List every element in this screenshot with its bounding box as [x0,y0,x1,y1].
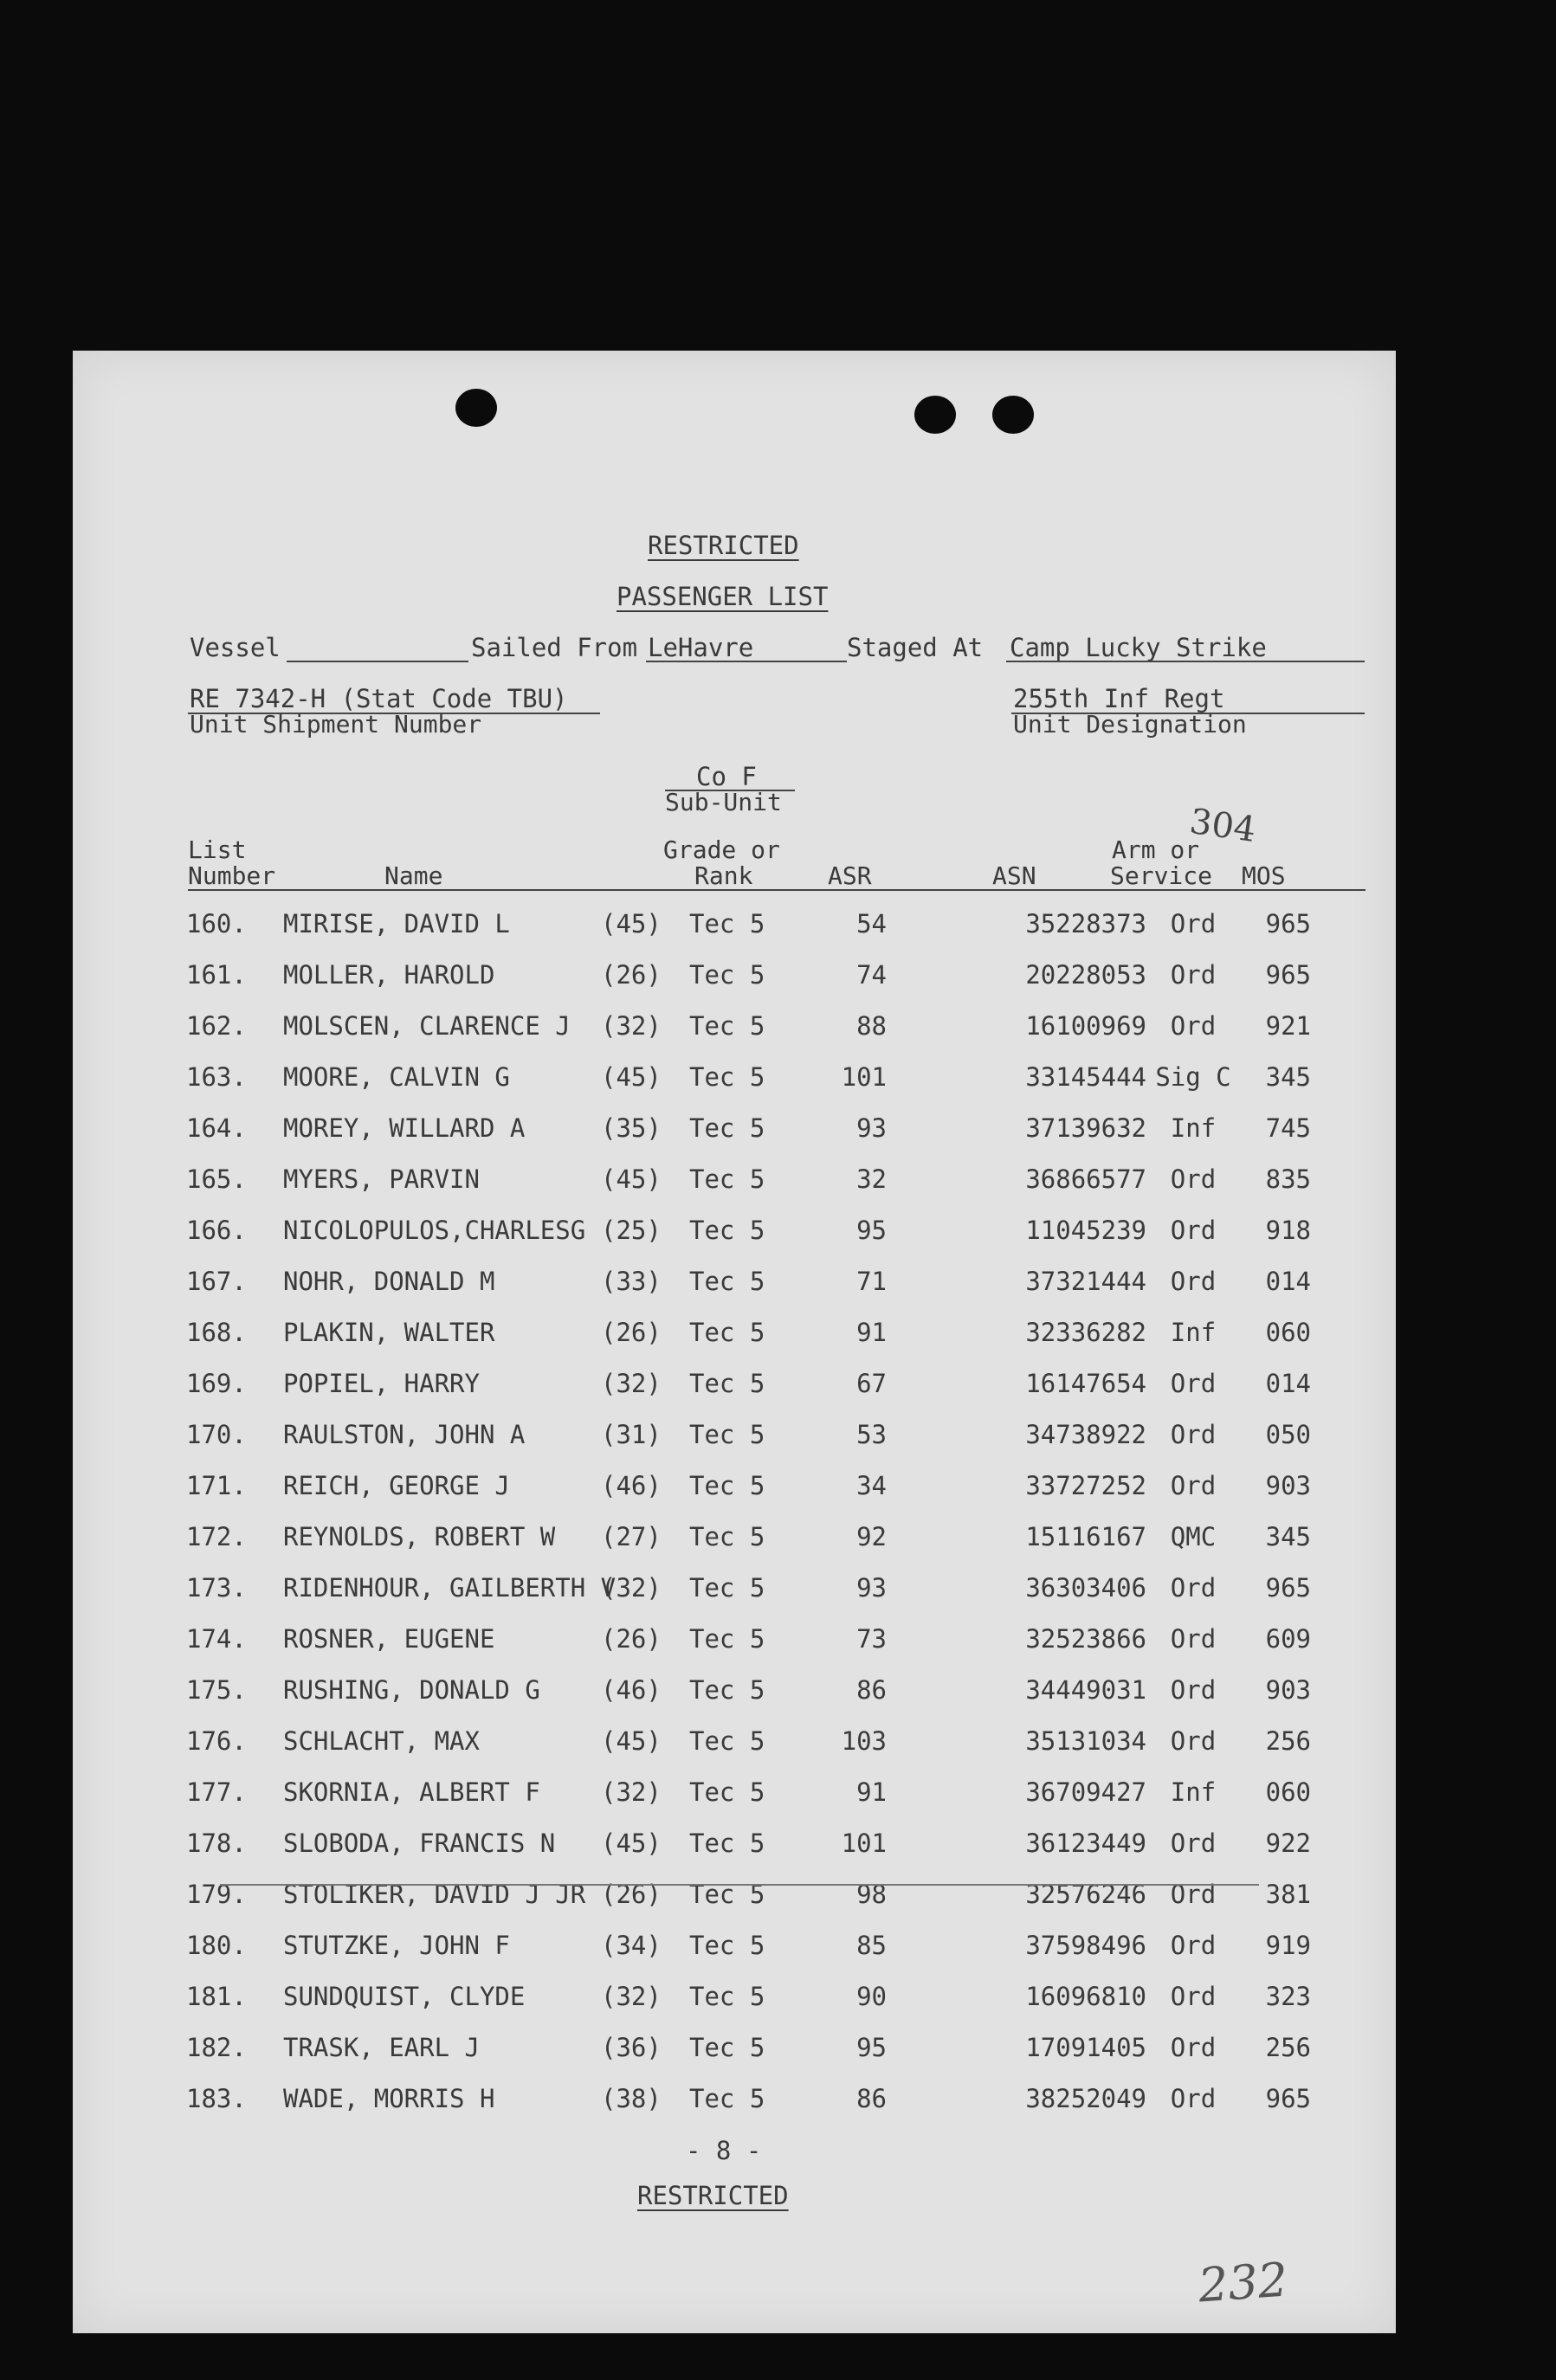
cell-arm: Inf [1170,1777,1217,1807]
cell-asr: 101 [841,1829,887,1858]
cell-grade: Tec 5 [689,2033,765,2062]
col-arm-line1: Arm or [1112,835,1200,864]
cell-grade: Tec 5 [689,909,765,938]
unit-designation-label: Unit Designation [1013,710,1247,739]
cell-mos: 965 [1265,2084,1311,2113]
cell-code: (31) [601,1420,662,1449]
cell-num: 170. [186,1420,247,1449]
cell-grade: Tec 5 [689,960,765,990]
cell-grade: Tec 5 [689,1931,765,1960]
staged-at-value: Camp Lucky Strike [1010,633,1267,662]
col-mos: MOS [1242,861,1286,890]
cell-mos: 014 [1265,1267,1311,1296]
cell-asr: 32 [856,1164,887,1194]
cell-asn: 34738922 [1025,1420,1146,1449]
unit-designation-value: 255th Inf Regt [1013,684,1225,713]
cell-asr: 53 [856,1420,887,1449]
cell-code: (45) [601,1164,662,1194]
cell-arm: Ord [1170,1829,1217,1858]
cell-arm: Ord [1170,1675,1217,1705]
cell-num: 183. [186,2084,247,2113]
cell-code: (45) [601,909,662,938]
cell-arm: Ord [1170,1369,1217,1398]
cell-code: (33) [601,1267,662,1296]
cell-name: NOHR, DONALD M [283,1267,495,1296]
cell-name: TRASK, EARL J [283,2033,480,2062]
cell-code: (26) [601,960,662,990]
col-grade-line2: Rank [694,861,753,890]
restricted-bottom: RESTRICTED [637,2181,789,2210]
cell-grade: Tec 5 [689,1113,765,1143]
sailed-from-label: Sailed From [471,633,638,662]
table-row [73,1675,1396,1724]
subunit-label: Sub-Unit [665,788,782,816]
cell-asn: 16100969 [1025,1011,1146,1041]
handwritten-page-number: 232 [1196,2252,1290,2313]
cell-asn: 37321444 [1025,1267,1146,1296]
cell-arm: Ord [1170,2084,1217,2113]
cell-name: RAULSTON, JOHN A [283,1420,526,1449]
cell-asn: 37139632 [1025,1113,1146,1143]
cell-name: NICOLOPULOS,CHARLESG [283,1216,586,1245]
cell-mos: 345 [1265,1062,1311,1092]
cell-mos: 921 [1265,1011,1311,1041]
cell-grade: Tec 5 [689,1471,765,1500]
cell-name: MOLSCEN, CLARENCE J [283,1011,571,1041]
cell-asn: 20228053 [1025,960,1146,990]
table-row [73,1216,1396,1264]
cell-code: (32) [601,1982,662,2011]
cell-arm: Ord [1170,1880,1217,1909]
cell-asn: 35228373 [1025,909,1146,938]
cell-name: RUSHING, DONALD G [283,1675,540,1705]
col-list-line2: Number [188,861,276,890]
cell-num: 167. [186,1267,247,1296]
punch-hole [992,396,1034,434]
cell-num: 180. [186,1931,247,1960]
cell-arm: Ord [1170,1471,1217,1500]
cell-asr: 34 [856,1471,887,1500]
cell-mos: 903 [1265,1675,1311,1705]
cell-arm: Ord [1170,2033,1217,2062]
header-rule [188,889,1366,891]
document-title: PASSENGER LIST [617,582,829,611]
handwritten-number: 304 [1187,801,1259,851]
cell-code: (32) [601,1777,662,1807]
col-list-line1: List [188,835,247,864]
cell-mos: 745 [1265,1113,1311,1143]
cell-num: 171. [186,1471,247,1500]
cell-num: 173. [186,1573,247,1603]
shipment-number-label: Unit Shipment Number [190,710,482,739]
cell-num: 168. [186,1318,247,1347]
table-row [73,1573,1396,1622]
cell-asn: 33145444 [1025,1062,1146,1092]
cell-name: RIDENHOUR, GAILBERTH V [283,1573,617,1603]
shipment-number-value: RE 7342-H (Stat Code TBU) [190,684,568,713]
cell-code: (32) [601,1369,662,1398]
cell-asn: 36123449 [1025,1829,1146,1858]
table-row [73,1777,1396,1826]
cell-name: MOREY, WILLARD A [283,1113,526,1143]
cell-asn: 36709427 [1025,1777,1146,1807]
cell-code: (32) [601,1011,662,1041]
cell-name: SLOBODA, FRANCIS N [283,1829,556,1858]
cell-asr: 73 [856,1624,887,1654]
cell-mos: 050 [1265,1420,1311,1449]
cell-name: SUNDQUIST, CLYDE [283,1982,526,2011]
cell-asr: 90 [856,1982,887,2011]
cell-name: MYERS, PARVIN [283,1164,480,1194]
cell-num: 161. [186,960,247,990]
cell-arm: Ord [1170,1573,1217,1603]
table-row [73,1062,1396,1111]
table-row [73,2033,1396,2081]
cell-num: 182. [186,2033,247,2062]
cell-code: (45) [601,1829,662,1858]
cell-name: POPIEL, HARRY [283,1369,480,1398]
cell-name: PLAKIN, WALTER [283,1318,495,1347]
cell-arm: Ord [1170,1982,1217,2011]
cell-grade: Tec 5 [689,1880,765,1909]
cell-arm: Ord [1170,1420,1217,1449]
cell-asn: 37598496 [1025,1931,1146,1960]
cell-asn: 16096810 [1025,1982,1146,2011]
cell-grade: Tec 5 [689,1829,765,1858]
cell-asr: 67 [856,1369,887,1398]
cell-mos: 256 [1265,1726,1311,1756]
cell-mos: 835 [1265,1164,1311,1194]
table-row [73,1113,1396,1162]
cell-asr: 93 [856,1573,887,1603]
cell-asr: 91 [856,1777,887,1807]
cell-asr: 95 [856,2033,887,2062]
cell-arm: Ord [1170,1011,1217,1041]
cell-code: (46) [601,1471,662,1500]
table-row [73,1880,1396,1928]
cell-name: MOLLER, HAROLD [283,960,495,990]
restricted-top: RESTRICTED [648,531,799,560]
cell-num: 162. [186,1011,247,1041]
cell-asn: 33727252 [1025,1471,1146,1500]
cell-grade: Tec 5 [689,1062,765,1092]
table-row [73,1829,1396,1877]
cell-asr: 92 [856,1522,887,1551]
staged-at-label: Staged At [847,633,984,662]
cell-name: STUTZKE, JOHN F [283,1931,510,1960]
cell-name: SCHLACHT, MAX [283,1726,480,1756]
cell-asr: 101 [841,1062,887,1092]
table-row [73,1624,1396,1673]
col-asr: ASR [828,861,872,890]
cell-grade: Tec 5 [689,1164,765,1194]
cell-mos: 345 [1265,1522,1311,1551]
cell-grade: Tec 5 [689,1982,765,2011]
cell-asr: 74 [856,960,887,990]
table-row [73,2084,1396,2132]
cell-num: 178. [186,1829,247,1858]
col-grade-line1: Grade or [663,835,780,864]
cell-num: 166. [186,1216,247,1245]
cell-code: (27) [601,1522,662,1551]
cell-arm: Inf [1170,1113,1217,1143]
cell-asr: 86 [856,1675,887,1705]
cell-arm: Ord [1170,1624,1217,1654]
cell-asn: 16147654 [1025,1369,1146,1398]
cell-asr: 54 [856,909,887,938]
table-row [73,1267,1396,1315]
table-row [73,1931,1396,1979]
cell-asr: 93 [856,1113,887,1143]
cell-code: (45) [601,1062,662,1092]
vessel-label: Vessel [190,633,281,662]
table-row [73,960,1396,1009]
cell-asr: 98 [856,1880,887,1909]
cell-num: 165. [186,1164,247,1194]
cell-name: SKORNIA, ALBERT F [283,1777,540,1807]
cell-grade: Tec 5 [689,1318,765,1347]
cell-arm: Ord [1170,1931,1217,1960]
cell-num: 179. [186,1880,247,1909]
cell-mos: 965 [1265,960,1311,990]
cell-code: (46) [601,1675,662,1705]
cell-grade: Tec 5 [689,1216,765,1245]
cell-num: 164. [186,1113,247,1143]
cell-num: 174. [186,1624,247,1654]
cell-arm: Ord [1170,1726,1217,1756]
col-name: Name [384,861,443,890]
cell-grade: Tec 5 [689,1267,765,1296]
cell-code: (34) [601,1931,662,1960]
cell-asr: 95 [856,1216,887,1245]
table-row [73,1420,1396,1468]
cell-code: (26) [601,1624,662,1654]
table-row [73,1369,1396,1417]
sailed-from-line [646,661,847,662]
cell-arm: Ord [1170,1164,1217,1194]
cell-grade: Tec 5 [689,2084,765,2113]
cell-code: (26) [601,1880,662,1909]
cell-grade: Tec 5 [689,1011,765,1041]
cell-asn: 17091405 [1025,2033,1146,2062]
table-row [73,1982,1396,2030]
cell-grade: Tec 5 [689,1522,765,1551]
cell-asr: 71 [856,1267,887,1296]
cell-arm: Ord [1170,1267,1217,1296]
cell-asn: 38252049 [1025,2084,1146,2113]
cell-arm: Ord [1170,1216,1217,1245]
table-row [73,1522,1396,1571]
cell-mos: 323 [1265,1982,1311,2011]
cell-code: (25) [601,1216,662,1245]
cell-asn: 32576246 [1025,1880,1146,1909]
table-row [73,1318,1396,1366]
cell-grade: Tec 5 [689,1726,765,1756]
cell-code: (35) [601,1113,662,1143]
cell-arm: Ord [1170,960,1217,990]
cell-name: REICH, GEORGE J [283,1471,510,1500]
cell-name: MIRISE, DAVID L [283,909,510,938]
cell-asn: 11045239 [1025,1216,1146,1245]
cell-asn: 34449031 [1025,1675,1146,1705]
table-row [73,1726,1396,1775]
cell-asr: 85 [856,1931,887,1960]
page-number: - 8 - [686,2136,762,2165]
cell-arm: QMC [1170,1522,1217,1551]
cell-num: 169. [186,1369,247,1398]
cell-code: (26) [601,1318,662,1347]
cell-mos: 903 [1265,1471,1311,1500]
sailed-from-value: LeHavre [648,633,754,662]
cell-name: MOORE, CALVIN G [283,1062,510,1092]
cell-num: 172. [186,1522,247,1551]
cell-asn: 32523866 [1025,1624,1146,1654]
cell-num: 160. [186,909,247,938]
cell-num: 163. [186,1062,247,1092]
cell-grade: Tec 5 [689,1777,765,1807]
cell-arm: Ord [1170,909,1217,938]
cell-mos: 965 [1265,1573,1311,1603]
cell-asn: 32336282 [1025,1318,1146,1347]
cell-name: WADE, MORRIS H [283,2084,495,2113]
cell-grade: Tec 5 [689,1369,765,1398]
cell-asn: 15116167 [1025,1522,1146,1551]
cell-grade: Tec 5 [689,1573,765,1603]
document-page [73,351,1396,2333]
subunit-value: Co F [696,762,757,791]
table-row [73,1011,1396,1060]
punch-hole [455,389,497,427]
cell-name: ROSNER, EUGENE [283,1624,495,1654]
col-arm-line2: Service [1110,861,1213,890]
cell-num: 175. [186,1675,247,1705]
cell-num: 177. [186,1777,247,1807]
cell-name: STOLIKER, DAVID J JR [283,1880,586,1909]
cell-name: REYNOLDS, ROBERT W [283,1522,556,1551]
vessel-blank [287,661,468,662]
cell-num: 181. [186,1982,247,2011]
cell-grade: Tec 5 [689,1675,765,1705]
cell-mos: 060 [1265,1318,1311,1347]
cell-mos: 060 [1265,1777,1311,1807]
cell-mos: 922 [1265,1829,1311,1858]
table-row [73,1471,1396,1519]
cell-mos: 256 [1265,2033,1311,2062]
cell-asn: 36303406 [1025,1573,1146,1603]
staged-at-line [1006,661,1365,662]
cell-code: (38) [601,2084,662,2113]
punch-hole [914,396,956,434]
strike-through-line [220,1884,1259,1886]
cell-asr: 86 [856,2084,887,2113]
col-asn: ASN [992,861,1036,890]
cell-asr: 88 [856,1011,887,1041]
cell-asn: 35131034 [1025,1726,1146,1756]
cell-asn: 36866577 [1025,1164,1146,1194]
cell-mos: 014 [1265,1369,1311,1398]
cell-mos: 919 [1265,1931,1311,1960]
cell-code: (36) [601,2033,662,2062]
cell-code: (45) [601,1726,662,1756]
cell-arm: Inf [1170,1318,1217,1347]
cell-mos: 381 [1265,1880,1311,1909]
cell-num: 176. [186,1726,247,1756]
cell-mos: 609 [1265,1624,1311,1654]
cell-asr: 91 [856,1318,887,1347]
cell-grade: Tec 5 [689,1420,765,1449]
cell-asr: 103 [841,1726,887,1756]
cell-code: (32) [601,1573,662,1603]
cell-mos: 918 [1265,1216,1311,1245]
cell-mos: 965 [1265,909,1311,938]
table-row [73,909,1396,958]
cell-arm: Sig C [1155,1062,1231,1092]
table-row [73,1164,1396,1213]
cell-grade: Tec 5 [689,1624,765,1654]
